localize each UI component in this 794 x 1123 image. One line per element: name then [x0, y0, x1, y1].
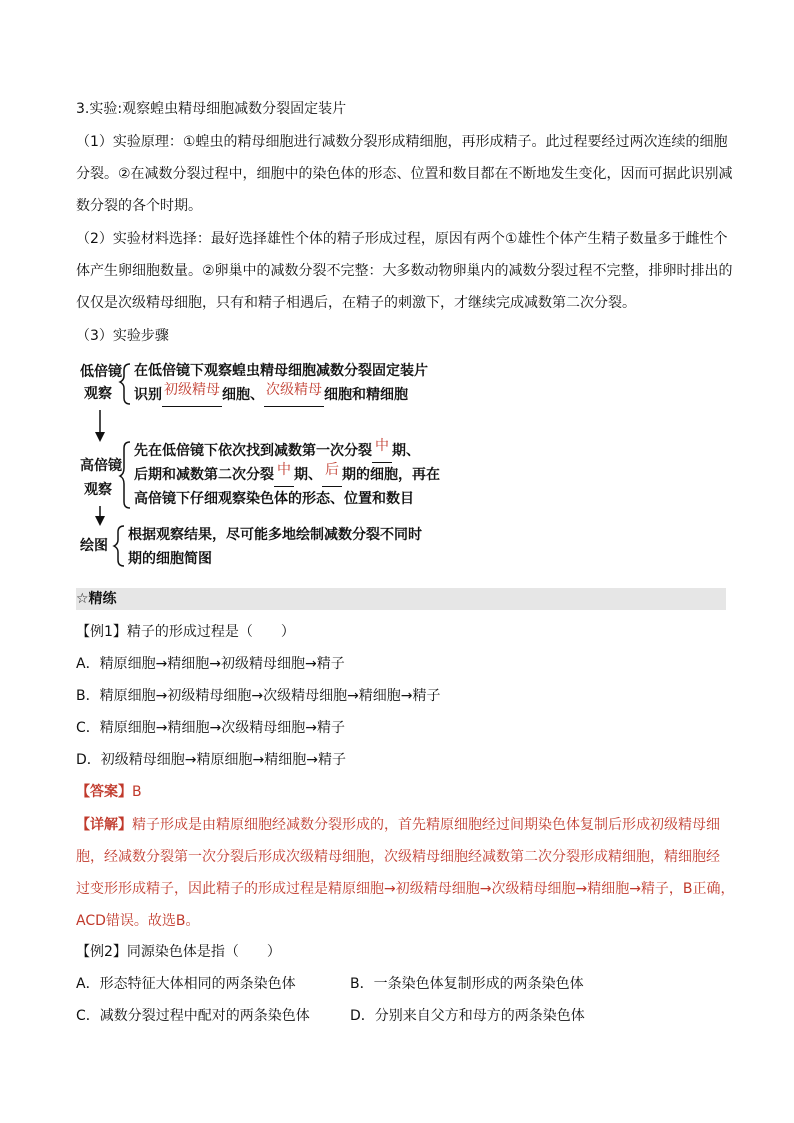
experiment-steps-diagram: [78, 358, 458, 578]
step2-text-e: 期的细胞，再在: [342, 467, 440, 483]
practice-section-header: ☆精练: [76, 588, 726, 610]
answer-label: 【答案】: [76, 784, 132, 800]
principle-line-3: 数分裂的各个时期。: [76, 198, 202, 214]
detail-text-1: 精子形成是由精原细胞经减数分裂形成的，首先精原细胞经过间期染色体复制后形成初级精母细: [132, 817, 720, 833]
blank-4: [274, 464, 294, 487]
blank-1: [162, 384, 222, 407]
step2-line-2: [134, 464, 440, 487]
step1-line-2: [134, 384, 408, 407]
step1-text-b: 细胞、: [222, 387, 264, 403]
fill-metaphase-1: 中: [375, 438, 389, 454]
q2-option-b: B．一条染色体复制形成的两条染色体: [350, 976, 584, 992]
q1-option-d: D．初级精母细胞→精原细胞→精细胞→精子: [76, 752, 346, 768]
fill-metaphase-2: 中: [277, 462, 291, 478]
q1-answer-row: [76, 783, 726, 801]
principle-line-1: （1）实验原理：①蝗虫的精母细胞进行减数分裂形成精细胞，再形成精子。此过程要经过两次连续的细胞: [76, 134, 728, 150]
experiment-heading: 3.实验:观察蝗虫精母细胞减数分裂固定装片: [76, 101, 347, 117]
blank-3: [372, 440, 392, 463]
brace-step3: [114, 526, 124, 566]
q1-option-c: C．精原细胞→精细胞→次级精母细胞→精子: [76, 720, 345, 736]
q1-stem: 【例1】精子的形成过程是（ ）: [76, 624, 295, 640]
q2-option-a: A．形态特征大体相同的两条染色体: [76, 976, 296, 992]
detail-label: 【详解】: [76, 817, 132, 833]
q1-detail-line-1: [76, 816, 726, 834]
step2-text-b: 期、: [392, 443, 420, 459]
material-line-3: 仅仅是次级精母细胞，只有和精子相遇后，在精子的刺激下，才继续完成减数第二次分裂。: [76, 295, 636, 311]
step2-line-3: 高倍镜下仔细观察染色体的形态、位置和数目: [134, 491, 414, 507]
step2-label-a: 高倍镜: [80, 458, 122, 474]
fill-anaphase-2: 后: [325, 462, 339, 478]
q1-option-a: A．精原细胞→精细胞→初级精母细胞→精子: [76, 656, 345, 672]
step2-line-1: [134, 440, 420, 463]
step3-line-2: 期的细胞简图: [128, 551, 212, 567]
fill-secondary-spermatocyte: 次级精母: [266, 382, 322, 398]
step2-text-c: 后期和减数第二次分裂: [134, 467, 274, 483]
principle-line-2: 分裂。②在减数分裂过程中，细胞中的染色体的形态、位置和数目都在不断地发生变化，因而可据此识别减: [76, 166, 733, 182]
material-line-2: 体产生卵细胞数量。②卵巢中的减数分裂不完整：大多数动物卵巢内的减数分裂过程不完整，排卵时排出的: [76, 263, 733, 279]
step1-text-a: 识别: [134, 387, 162, 403]
q1-detail-line-2: 胞，经减数分裂第一次分裂后形成次级精母细胞，次级精母细胞经减数第二次分裂形成精细胞，精细胞经: [76, 849, 720, 865]
step1-label-a: 低倍镜: [80, 364, 122, 380]
arrow-2-head: [95, 516, 105, 526]
fill-primary-spermatocyte: 初级精母: [164, 382, 220, 398]
step2-text-d: 期、: [294, 467, 322, 483]
step3-line-1: 根据观察结果，尽可能多地绘制减数分裂不同时: [128, 527, 422, 543]
q1-detail-line-3: 过变形形成精子，因此精子的形成过程是精原细胞→初级精母细胞→次级精母细胞→精细胞→精子，B正确，: [76, 881, 735, 897]
material-line-1: （2）实验材料选择：最好选择雄性个体的精子形成过程，原因有两个①雄性个体产生精子数量多于雌性个: [76, 231, 728, 247]
step1-label-b: 观察: [84, 386, 112, 402]
blank-2: [264, 384, 324, 407]
step3-label: 绘图: [80, 538, 108, 554]
step1-text-c: 细胞和精细胞: [324, 387, 408, 403]
q2-option-d: D．分别来自父方和母方的两条染色体: [350, 1008, 585, 1024]
q2-stem: 【例2】同源染色体是指（ ）: [76, 944, 281, 960]
q1-option-b: B．精原细胞→初级精母细胞→次级精母细胞→精细胞→精子: [76, 688, 441, 704]
step2-label-b: 观察: [84, 482, 112, 498]
steps-title: （3）实验步骤: [76, 328, 169, 344]
q2-option-c: C．减数分裂过程中配对的两条染色体: [76, 1008, 310, 1024]
blank-5: [322, 464, 342, 487]
step1-line-1: 在低倍镜下观察蝗虫精母细胞减数分裂固定装片: [134, 363, 428, 379]
answer-value: B: [132, 784, 142, 800]
q1-detail-line-4: ACD错误。故选B。: [76, 913, 200, 929]
arrow-1-head: [95, 432, 105, 442]
step2-text-a: 先在低倍镜下依次找到减数第一次分裂: [134, 443, 372, 459]
